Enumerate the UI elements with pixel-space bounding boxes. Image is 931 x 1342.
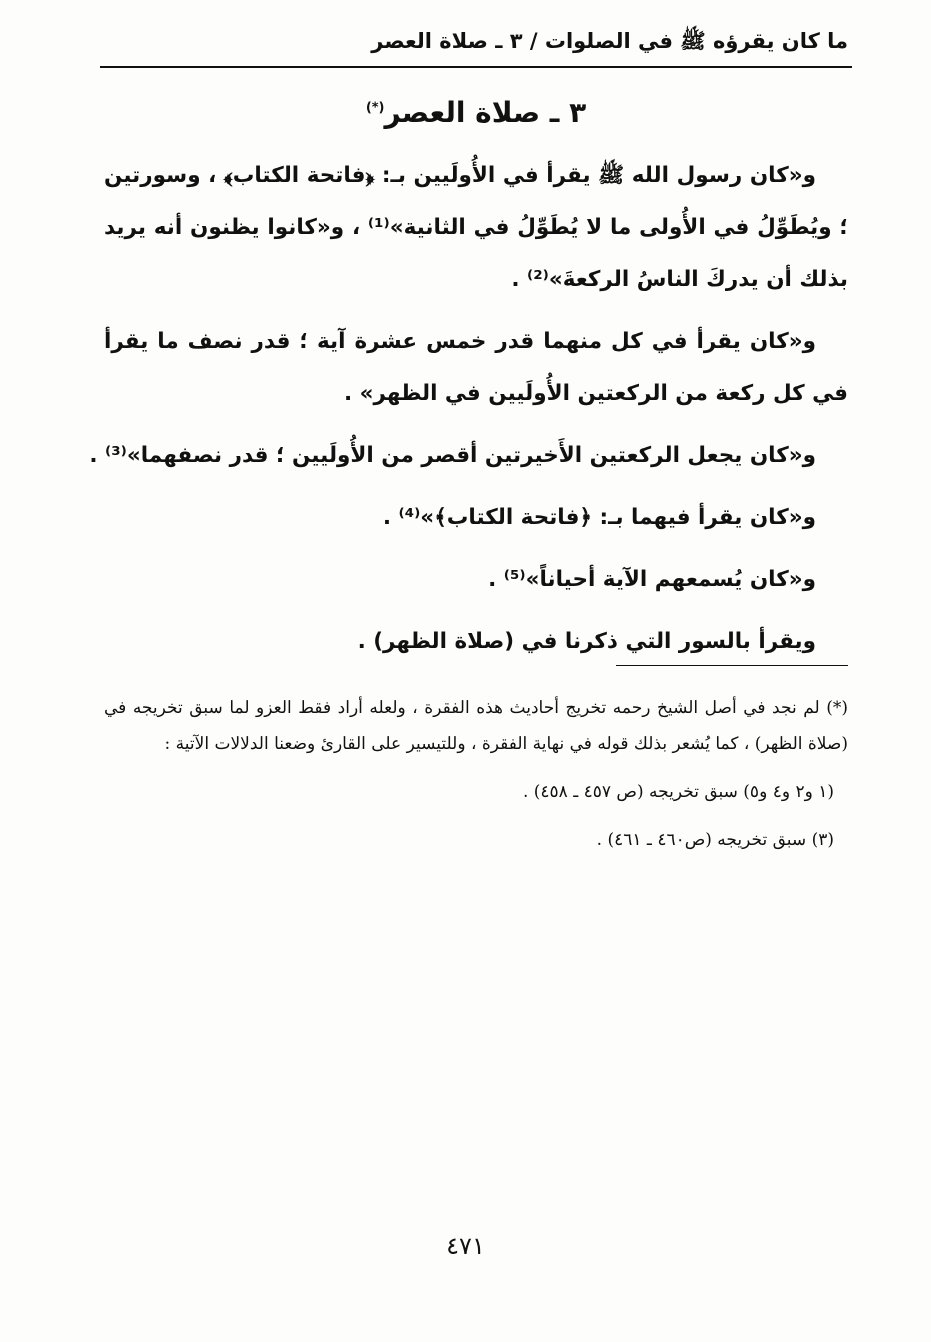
section-title-marker: (*) (365, 100, 385, 116)
paragraph-1: و«كان رسول الله ﷺ يقرأ في الأُولَيين بـ: ﴿فاتحة الكتاب﴾ ، وسورتين ؛ ويُطَوِّلُ في الأُولى ما لا يُطَوِّلُ في الثانية»⁽¹⁾ ، و«كانوا يظنون أنه يريد بذلك أن يدركَ الناسُ الركعةَ»⁽²⁾ . (104, 163, 848, 292)
paragraph-3: و«كان يجعل الركعتين الأَخيرتين أقصر من الأُولَيين ؛ قدر نصفهما»⁽³⁾ . (89, 443, 816, 468)
section-title (100, 96, 852, 129)
footnotes (104, 690, 848, 866)
section-title-text: ٣ ـ صلاة العصر (384, 96, 587, 129)
footnote-1-2-4-5: (١ و٢ و٤ و٥) سبق تخريجه (ص ٤٥٧ ـ ٤٥٨) . (522, 782, 834, 802)
header-rule (100, 66, 852, 68)
footnote-3: (٣) سبق تخريجه (ص٤٦٠ ـ ٤٦١) . (596, 830, 834, 850)
footnote-rule (616, 665, 848, 666)
footnote-star: (*) لم نجد في أصل الشيخ رحمه تخريج أحاديث هذه الفقرة ، ولعله أراد فقط العزو لما سبق تخريجه في (صلاة الظهر) ، كما يُشعر بذلك قوله في نهاية الفقرة ، وللتيسير على القارئ وضعنا الدلالات الآتية : (104, 698, 848, 754)
paragraph-2: و«كان يقرأ في كل منهما قدر خمس عشرة آية ؛ قدر نصف ما يقرأ في كل ركعة من الركعتين الأُولَيين في الظهر» . (104, 329, 848, 406)
paragraph-5: و«كان يُسمعهم الآية أحياناً»⁽⁵⁾ . (488, 567, 816, 592)
running-header: ما كان يقرؤه ﷺ في الصلوات / ٣ ـ صلاة العصر (371, 29, 848, 53)
page-number: ٤٧١ (446, 1232, 485, 1260)
paragraph-4: و«كان يقرأ فيهما بـ: ﴿فاتحة الكتاب﴾»⁽⁴⁾ . (382, 505, 816, 530)
paragraph-6: ويقرأ بالسور التي ذكرنا في (صلاة الظهر) . (357, 629, 816, 654)
main-text (89, 150, 848, 678)
